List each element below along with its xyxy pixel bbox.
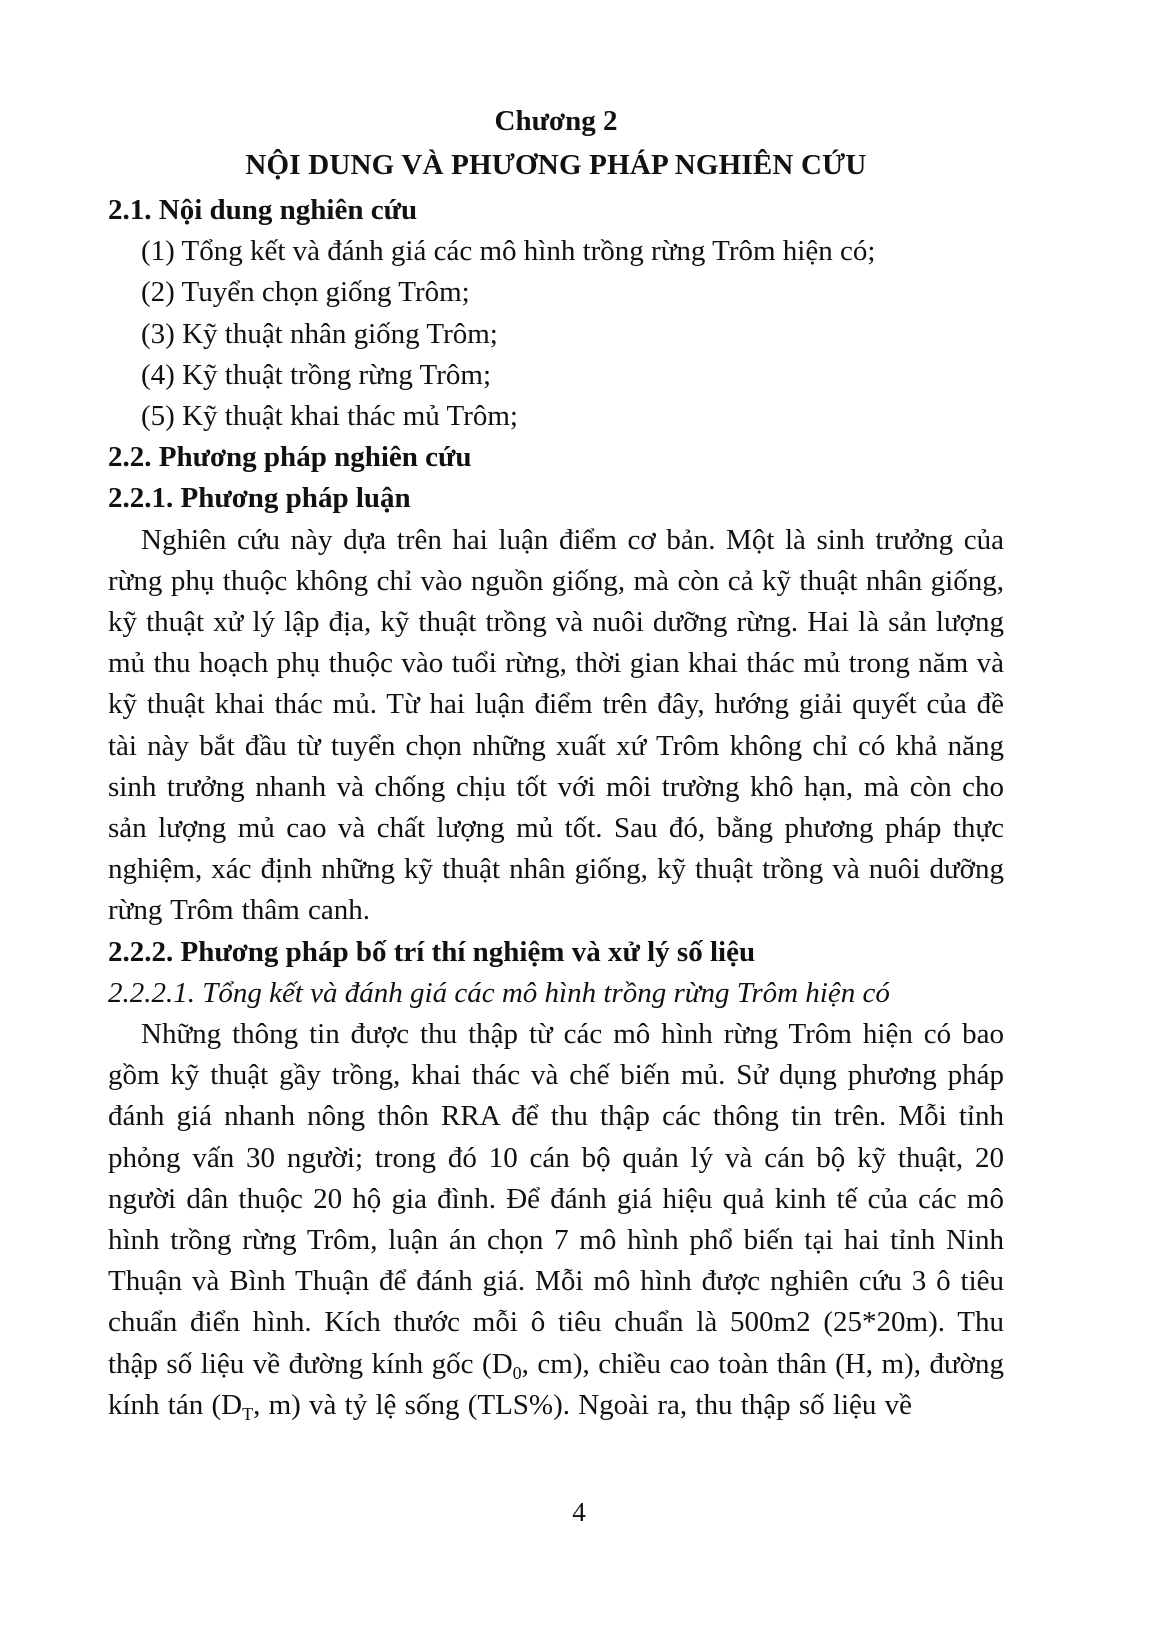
list-item: (5) Kỹ thuật khai thác mủ Trôm; [141,400,518,433]
models-assessment-paragraph [108,1014,1004,1426]
paragraph-text: , cm), chiều cao toàn thân (H, m), đường kính tán (D [108,1347,1005,1421]
paragraph-text: , m) và tỷ lệ sống (TLS%). Ngoài ra, thu thập số liệu về [253,1388,913,1421]
list-item: (4) Kỹ thuật trồng rừng Trôm; [141,358,492,391]
section-heading-2-2: 2.2. Phương pháp nghiên cứu [108,441,472,474]
section-heading-2-2-2: 2.2.2. Phương pháp bố trí thí nghiệm và xử lý số liệu [108,935,756,968]
subscript-t: T [242,1403,254,1424]
paragraph-text: Những thông tin được thu thập từ các mô hình rừng Trôm hiện có bao gồm kỹ thuật gầy trồng, khai thác và chế biến mủ. Sử dụng phương pháp đánh giá nhanh nông thôn RRA để thu thập các thông tin trên. Mỗi tỉnh phỏng vấn 30 người; trong đó 10 cán bộ quản lý và cán bộ kỹ thuật, 20 người dân thuộc 20 hộ gia đình. Để đánh giá hiệu quả kinh tế của các mô hình trồng rừng Trôm, luận án chọn 7 mô hình phổ biến tại hai tỉnh Ninh Thuận và Bình Thuận để đánh giá. Mỗi mô hình được nghiên cứu 3 ô tiêu chuẩn điển hình. Kích thước mỗi ô tiêu chuẩn là 500m2 (25*20m). Thu thập số liệu về đường kính gốc (D [108,1018,1004,1380]
section-heading-2-2-1: 2.2.1. Phương pháp luận [108,482,411,515]
section-heading-2-1: 2.1. Nội dung nghiên cứu [108,194,418,226]
chapter-label: Chương 2 [494,105,618,137]
list-item: (2) Tuyển chọn giống Trôm; [141,276,470,309]
list-item: (1) Tổng kết và đánh giá các mô hình trồng rừng Trôm hiện có; [141,235,876,268]
subscript-0: 0 [512,1362,522,1383]
research-content-list [108,231,1004,437]
subsection-heading-2-2-2-1: 2.2.2.1. Tổng kết và đánh giá các mô hình trồng rừng Trôm hiện có [108,976,890,1009]
page-number: 4 [572,1497,586,1527]
chapter-title: NỘI DUNG VÀ PHƯƠNG PHÁP NGHIÊN CỨU [245,149,867,181]
document-page [108,100,1004,1426]
list-item: (3) Kỹ thuật nhân giống Trôm; [141,317,498,350]
methodology-paragraph: Nghiên cứu này dựa trên hai luận điểm cơ bản. Một là sinh trưởng của rừng phụ thuộc không chỉ vào nguồn giống, mà còn cả kỹ thuật nhân giống, kỹ thuật xử lý lập địa, kỹ thuật trồng và nuôi dưỡng rừng. Hai là sản lượng mủ thu hoạch phụ thuộc vào tuổi rừng, thời gian khai thác mủ trong năm và kỹ thuật khai thác mủ. Từ hai luận điểm trên đây, hướng giải quyết của đề tài này bắt đầu từ tuyển chọn những xuất xứ Trôm không chỉ có khả năng sinh trưởng nhanh và chống chịu tốt với môi trường khô hạn, mà còn cho sản lượng mủ cao và chất lượng mủ tốt. Sau đó, bằng phương pháp thực nghiệm, xác định những kỹ thuật nhân giống, kỹ thuật trồng và nuôi dưỡng rừng Trôm thâm canh. [108,523,1004,927]
